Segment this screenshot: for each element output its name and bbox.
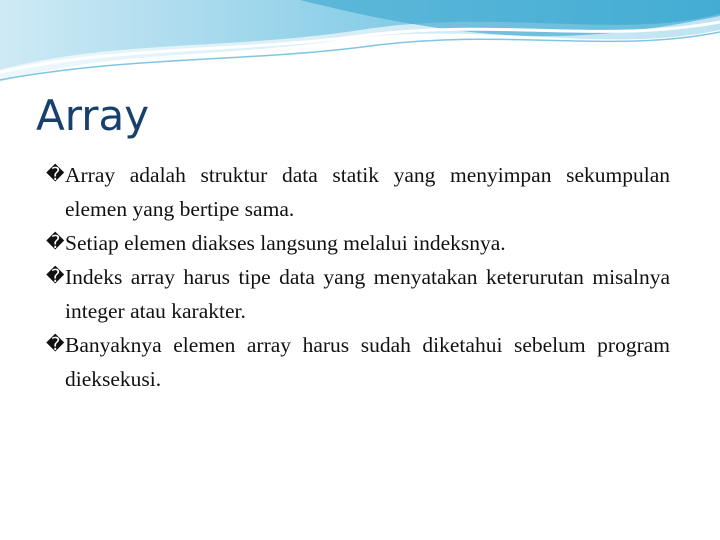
list-item [46,260,670,328]
header-wave-decoration [0,0,720,90]
list-item [46,158,670,226]
bullet-list [46,158,670,396]
bullet-icon: � [46,232,65,253]
list-item [46,226,670,260]
bullet-icon: � [46,164,65,185]
bullet-icon: � [46,266,65,287]
bullet-text: Banyaknya elemen array harus sudah diketahui sebelum program dieksekusi. [65,333,670,391]
list-item [46,328,670,396]
bullet-text: Array adalah struktur data statik yang menyimpan sekumpulan elemen yang bertipe sama. [65,163,670,221]
bullet-icon: � [46,334,65,355]
page-title: Array [36,91,150,140]
bullet-text: Setiap elemen diakses langsung melalui indeksnya. [65,231,506,255]
bullet-text: Indeks array harus tipe data yang menyatakan keterurutan misalnya integer atau karakter. [65,265,670,323]
